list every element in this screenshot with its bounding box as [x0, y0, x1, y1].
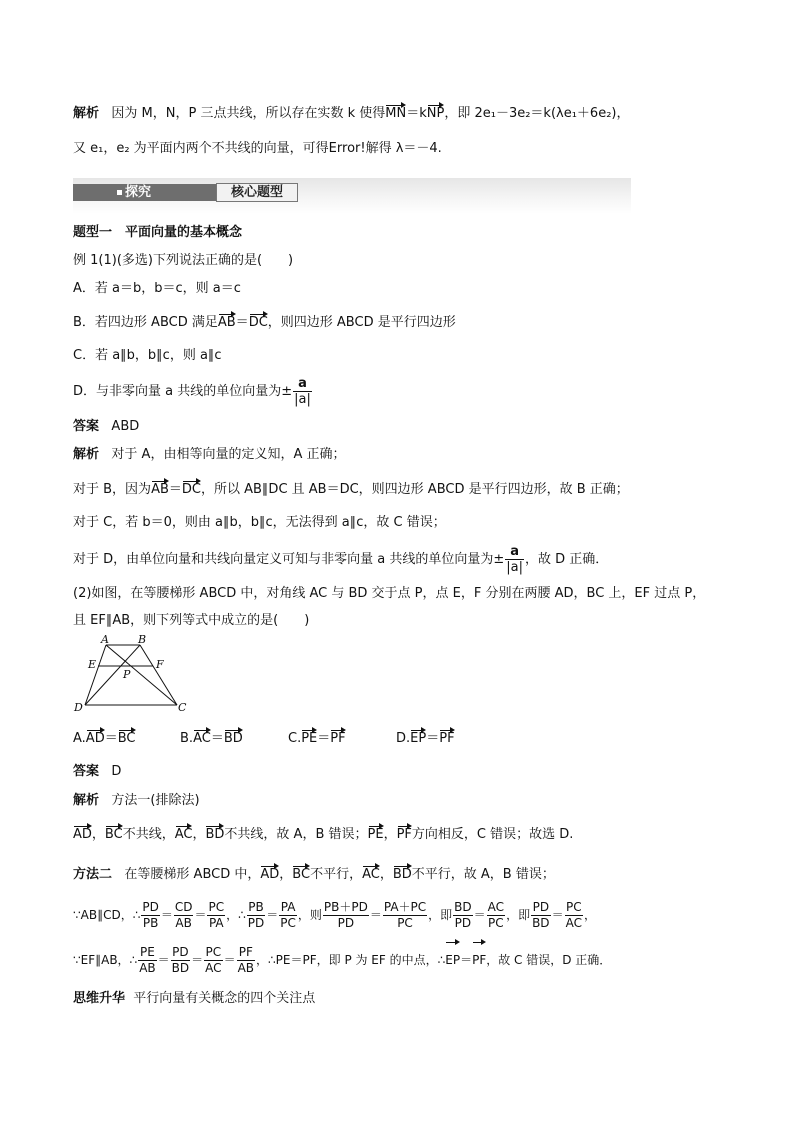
label-e: E — [88, 658, 97, 671]
label-b: B — [138, 635, 147, 646]
fraction: $\frac{PC}{AC}$ — [565, 900, 582, 930]
option-c-2: C.PE＝PF — [288, 731, 346, 746]
square-bullet-icon — [117, 190, 122, 195]
fraction: $\frac{PC}{PA}$ — [208, 900, 225, 930]
example-1-sol-d: 对于 D，由单位向量和共线向量定义可知与非零向量 a 共线的单位向量为± $\frac{a}{|a|}$ ，故 D 正确． — [73, 544, 609, 575]
example-1-sol-b: 对于 B，因为AB＝DC，所以 AB∥DC 且 AB＝DC，则四边形 ABCD 是平行四边形，故 B 正确； — [73, 482, 629, 497]
fraction: $\frac{CD}{AB}$ — [174, 900, 193, 930]
fraction: $\frac{PF}{AB}$ — [237, 945, 255, 975]
intro-line-1: 解析 因为 M，N，P 三点共线，所以存在实数 k 使得MN＝kNP，即 2e₁－3e₂＝k(λe₁＋6e₂)， — [73, 106, 630, 121]
banner-label: 探究 — [125, 185, 152, 200]
ratio-line-2: ∵EF∥AB，∴ $\frac{PE}{AB}$ ＝ $\frac{PD}{BD}$ ＝ $\frac{PC}{AC}$ ＝ $\frac{PF}{AB}$ ，∴PE＝PF，即 P 为 EF 的中点，∴EP＝PF，故 C 错误，D 正确． — [73, 942, 611, 978]
method-1-line: AD，BC不共线，AC，BD不共线，故 A，B 错误；PE，PF方向相反，C 错误；故选 D. — [73, 827, 574, 842]
diagonal-ac — [106, 645, 177, 705]
label-f: F — [156, 658, 164, 671]
fraction: $\frac{PD}{BD}$ — [532, 900, 550, 930]
method-2-line: 方法二 在等腰梯形 ABCD 中，AD，BC不平行，AC，BD不平行，故 A，B 错误； — [73, 867, 555, 882]
vector-mn: MN — [385, 106, 407, 121]
fraction: $\frac{PB+PD}{PD}$ — [323, 900, 368, 930]
example-1-sol-a: 解析 对于 A，由相等向量的定义知，A 正确； — [73, 447, 346, 462]
intro-line-2: 又 e₁，e₂ 为平面内两个不共线的向量，可得Error!解得 λ＝－4. — [73, 141, 442, 156]
summary-line: 思维升华 平行向量有关概念的四个关注点 — [73, 991, 316, 1006]
answer-label: 答案 — [73, 764, 100, 779]
answer-label: 答案 — [73, 419, 100, 434]
label-a: A — [101, 635, 109, 646]
example-2-answer: 答案 D — [73, 764, 122, 779]
option-b-2: B.AC＝BD — [180, 731, 243, 746]
option-d: D．与非零向量 a 共线的单位向量为± $\frac{a}{|a|}$ — [73, 376, 311, 407]
fraction: $\frac{BD}{PD}$ — [454, 900, 472, 930]
summary-label: 思维升华 — [73, 991, 126, 1006]
fraction: $\frac{PB}{PD}$ — [247, 900, 265, 930]
edge-bc — [140, 645, 177, 705]
example-1-stem: 例 1(1)(多选)下列说法正确的是( ) — [73, 253, 294, 268]
vector-np: NP — [426, 106, 445, 121]
edge-ad — [85, 645, 106, 705]
vector-dc: DC — [248, 315, 268, 330]
banner-box-label: 核心题型 — [216, 183, 298, 202]
option-a: A．若 a＝b，b＝c，则 a＝c — [73, 281, 241, 296]
ratio-line-1: ∵AB∥CD，∴ $\frac{PD}{PB}$ ＝ $\frac{CD}{AB}$ ＝ $\frac{PC}{PA}$ ，∴ $\frac{PB}{PD}$ ＝ $\frac{PA}{PC}$ ，则 $\frac{PB+PD}{PD}$ ＝ $\frac{PA+PC}{PC}$ ，即 $\frac{BD}{PD}$ ＝ $\frac{AC}{PC}$ ，即 $\frac{PD}{BD}$ ＝ $\frac{PC}{AC}$ ， — [73, 900, 596, 930]
solution-label: 解析 — [73, 793, 100, 808]
fraction: $\frac{PA}{PC}$ — [280, 900, 296, 930]
fraction: $\frac{PA+PC}{PC}$ — [383, 900, 427, 930]
label-d: D — [74, 701, 83, 714]
example-2-stem-1: (2)如图，在等腰梯形 ABCD 中，对角线 AC 与 BD 交于点 P，点 E，F 分别在两腰 AD，BC 上，EF 过点 P， — [73, 586, 706, 601]
fraction: $\frac{PE}{AB}$ — [139, 945, 156, 975]
solution-label: 解析 — [73, 447, 100, 462]
vector-dc: DC — [181, 482, 201, 497]
option-a-2: A.AD＝BC — [73, 731, 136, 746]
example-1-answer: 答案 ABD — [73, 419, 140, 434]
example-2-stem-2: 且 EF∥AB，则下列等式中成立的是( ) — [73, 613, 310, 628]
solution-label: 解析 — [73, 106, 100, 121]
example-2-sol-head: 解析 方法一(排除法) — [73, 793, 200, 808]
diagonal-bd — [85, 645, 140, 705]
fraction: $\frac{PD}{BD}$ — [171, 945, 190, 975]
vector-ab: AB — [151, 482, 169, 497]
fraction: $\frac{a}{|a|}$ — [506, 544, 524, 575]
fraction: $\frac{PC}{AC}$ — [205, 945, 222, 975]
example-1-sol-c: 对于 C，若 b＝0，则由 a∥b，b∥c，无法得到 a∥c，故 C 错误； — [73, 515, 446, 530]
fraction: $\frac{a}{|a|}$ — [294, 376, 311, 407]
option-b: B．若四边形 ABCD 满足AB＝DC，则四边形 ABCD 是平行四边形 — [73, 315, 456, 330]
label-c: C — [178, 701, 187, 714]
method-2-label: 方法二 — [73, 867, 113, 882]
label-p: P — [123, 668, 131, 681]
vector-ab: AB — [217, 315, 236, 330]
section-banner — [73, 178, 631, 214]
fraction: $\frac{PD}{PB}$ — [142, 900, 159, 930]
section-title: 题型一 平面向量的基本概念 — [73, 225, 243, 240]
fraction: $\frac{AC}{PC}$ — [487, 900, 505, 930]
option-c: C．若 a∥b，b∥c，则 a∥c — [73, 348, 222, 363]
option-d-2: D.EP＝PF — [396, 731, 455, 746]
trapezoid-figure — [70, 635, 200, 715]
